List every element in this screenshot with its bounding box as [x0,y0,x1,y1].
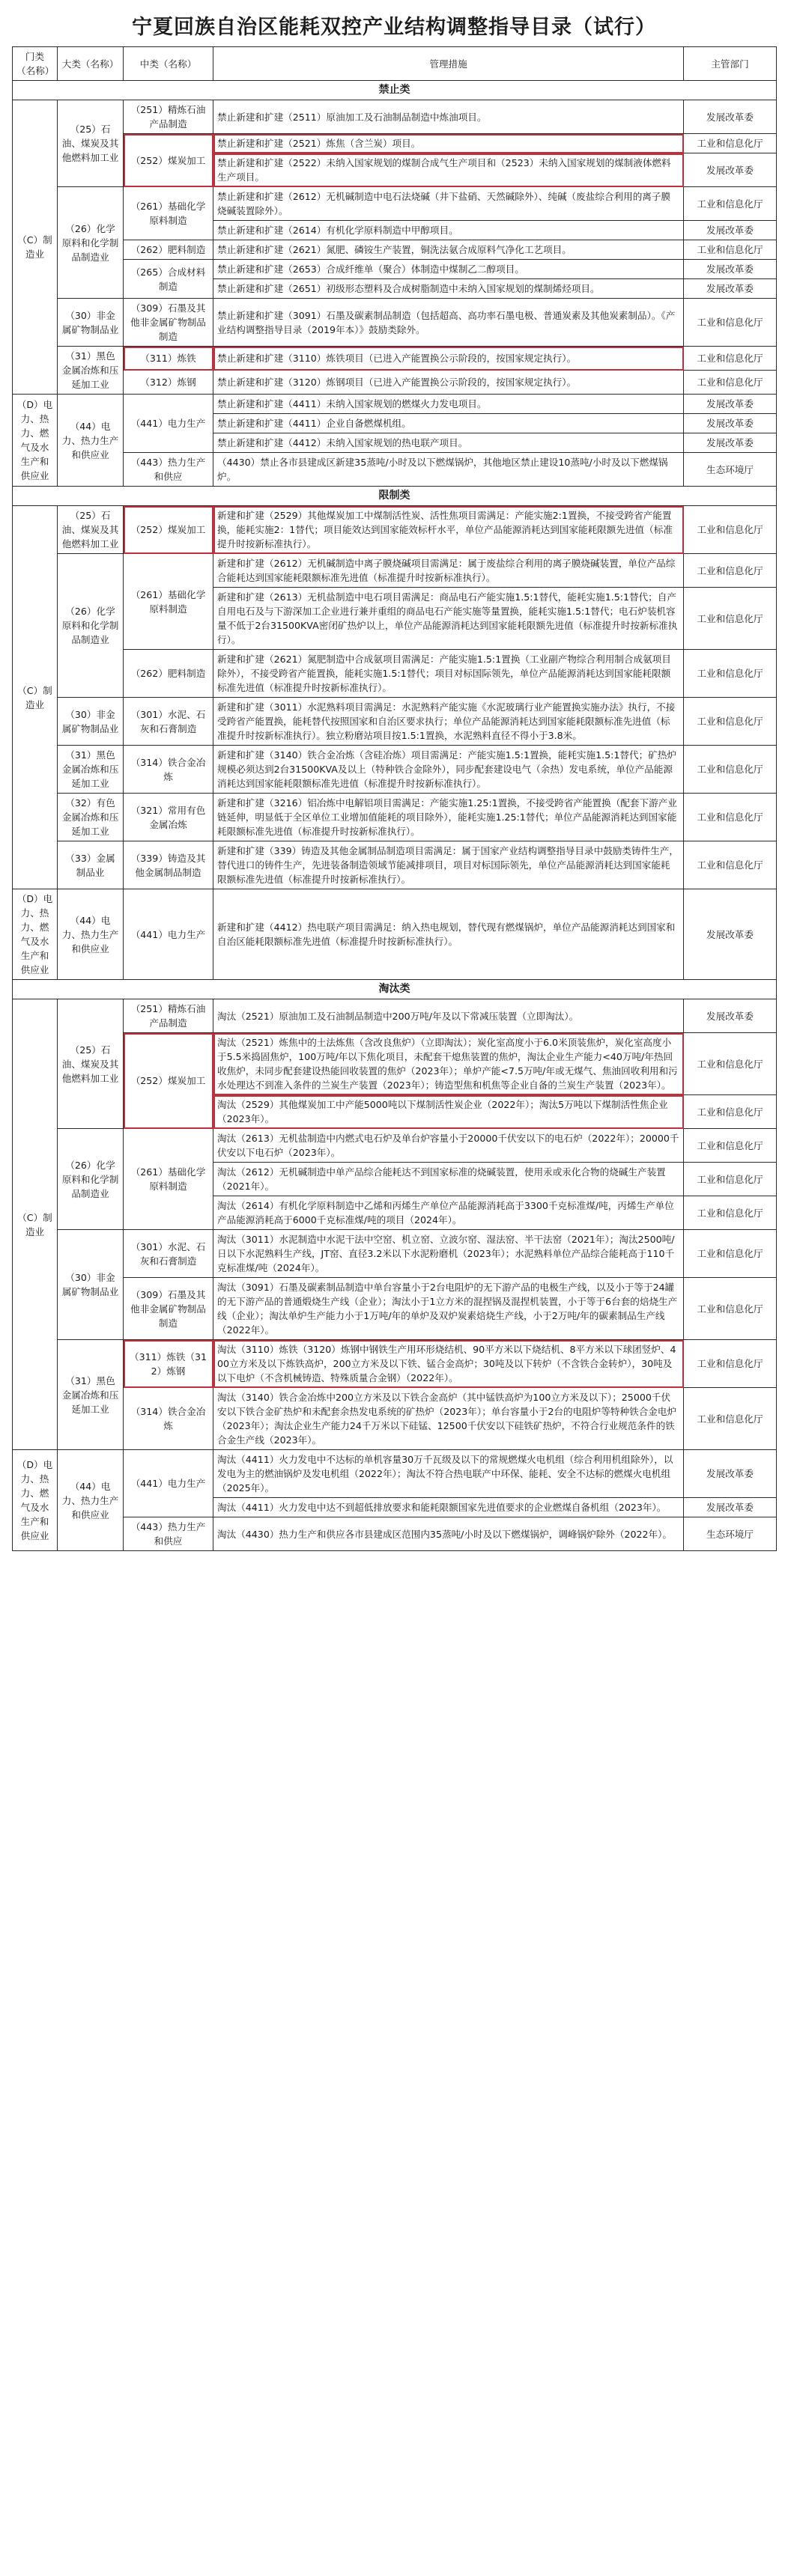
measure-cell: 淘汰（4411）火力发电中不达标的单机容量30万千瓦级及以下的常规燃煤火电机组（综合利用机组除外），以发电为主的燃油锅炉及发电机组（2022年）；淘汰不符合热电联产中环保、能耗、安全不达标的燃煤火电机组（2025年）。 [213,1450,684,1498]
major-class-cell: （26）化学原料和化学制品制造业 [58,1129,124,1230]
measure-cell: 淘汰（2613）无机盐制造中内燃式电石炉及单台炉容量小于20000千伏安以下的电石炉（2022年）；20000千伏安以下电石炉（2023年）。 [213,1129,684,1163]
department-cell: 生态环境厅 [684,453,777,487]
measure-cell: 新建和扩建（339）铸造及其他金属制品制造项目需满足：属于国家产业结构调整指导目录中鼓励类铸件生产，替代进口的铸件生产，先进装备制造领域节能减排项目，项目对标国际领先，单位产品能源消耗达到国家能耗限额标准先进值（标准提升时按新标准执行）。 [213,841,684,889]
middle-class-cell: （261）基础化学原料制造 [124,554,213,650]
measure-cell: 淘汰（2614）有机化学原料制造中乙烯和丙烯生产单位产品能源消耗高于3300千克标准煤/吨，丙烯生产单位产品能源消耗高于6000千克标准煤/吨的项目（2024年）。 [213,1196,684,1230]
department-cell: 工业和信息化厅 [684,134,777,153]
measure-cell: 禁止新建和扩建（2621）氮肥、磷铵生产装置，铜洗法氨合成原料气净化工艺项目。 [213,240,684,260]
measure-cell: 禁止新建和扩建（2653）合成纤维单（聚合）体制造中煤制乙二醇项目。 [213,260,684,279]
department-cell: 工业和信息化厅 [684,187,777,221]
table-body [13,81,777,1551]
middle-class-cell: （252）煤炭加工 [124,134,213,187]
measure-cell: 淘汰（2521）炼焦中的土法炼焦（含改良焦炉）（立即淘汰）；炭化室高度小于6.0米顶装焦炉，炭化室高度小于5.5米捣固焦炉，100万吨/年以下焦化项目，未配套干熄焦装置的焦炉，淘汰企业生产能力<40万吨/年热回收焦炉，未同步配套建设热能回收装置的焦炉（2023年）；单炉产能<7.5万吨/年或无煤气、焦油回收利用和污水处理达不到准入条件的兰炭生产装置（2023年）；铸造型焦和机焦等企业自备的兰炭生产装置（2023年）。 [213,1033,684,1095]
department-cell: 工业和信息化厅 [684,1388,777,1450]
measure-cell: 新建和扩建（2529）其他煤炭加工中煤制活性炭、活性焦项目需满足：产能实施2:1置换，不接受跨省产能置换，能耗实施2：1替代；项目能效达到国家能效标杆水平，单位产品能源消耗达到国家能耗限额先进值（标准提升时按新标准执行）。 [213,506,684,554]
measure-cell: 淘汰（3110）炼铁（3120）炼钢中钢铁生产用环形烧结机、90平方米以下烧结机、8平方米以下球团竖炉、400立方米及以下炼铁高炉，200立方米及以下铁、锰合金高炉；30吨及以下转炉（不含铁合金转炉），30吨及以下电炉（不含机械铸造、特殊质量合金钢）（2022年）。 [213,1340,684,1388]
department-cell: 发展改革委 [684,221,777,240]
middle-class-cell: （261）基础化学原料制造 [124,187,213,240]
major-class-cell: （25）石油、煤炭及其他燃料加工业 [58,506,124,554]
department-cell: 工业和信息化厅 [684,1163,777,1196]
department-cell: 发展改革委 [684,999,777,1033]
measure-cell: 淘汰（4411）火力发电中达不到超低排放要求和能耗限额国家先进值要求的企业燃煤自备机组（2023年）。 [213,1498,684,1517]
department-cell: 工业和信息化厅 [684,299,777,347]
major-class-cell: （26）化学原料和化学制品制造业 [58,187,124,299]
middle-class-cell: （314）铁合金冶炼 [124,1388,213,1450]
department-cell: 工业和信息化厅 [684,1278,777,1340]
department-cell: 工业和信息化厅 [684,588,777,650]
measure-cell: 淘汰（2529）其他煤炭加工中产能5000吨以下煤制活性炭企业（2022年）；淘汰5万吨以下煤制活性焦企业（2023年）。 [213,1095,684,1129]
category-cell: （C）制造业 [13,100,58,395]
section-title: 限制类 [13,487,777,506]
department-cell: 工业和信息化厅 [684,841,777,889]
department-cell: 工业和信息化厅 [684,1196,777,1230]
middle-class-cell: （252）煤炭加工 [124,506,213,554]
measure-cell: 禁止新建和扩建（3110）炼铁项目（已进入产能置换公示阶段的，按国家规定执行）。 [213,347,684,371]
table-row [13,1340,777,1388]
major-class-cell: （31）黑色金属冶炼和压延加工业 [58,347,124,395]
category-cell: （C）制造业 [13,999,58,1450]
department-cell: 发展改革委 [684,414,777,433]
department-cell: 工业和信息化厅 [684,1095,777,1129]
section-title: 禁止类 [13,81,777,100]
major-class-cell: （44）电力、热力生产和供应业 [58,1450,124,1551]
table-row [13,650,777,698]
table-row [13,134,777,153]
measure-cell: 新建和扩建（2612）无机碱制造中离子膜烧碱项目需满足：属于废盐综合利用的离子膜烧碱装置，单位产品综合能耗达到国家能耗限额标准先进值（标准提升时按新标准执行）。 [213,554,684,588]
department-cell: 工业和信息化厅 [684,347,777,371]
measure-cell: 禁止新建和扩建（4411）企业自备燃煤机组。 [213,414,684,433]
table-row [13,1230,777,1278]
measure-cell: 禁止新建和扩建（3120）炼钢项目（已进入产能置换公示阶段的，按国家规定执行）。 [213,371,684,395]
department-cell: 发展改革委 [684,1450,777,1498]
department-cell: 发展改革委 [684,395,777,414]
middle-class-cell: （301）水泥、石灰和石膏制造 [124,1230,213,1278]
category-cell: （D）电力、热力、燃气及水生产和供应业 [13,395,58,487]
middle-class-cell: （261）基础化学原料制造 [124,1129,213,1230]
middle-class-cell: （441）电力生产 [124,395,213,453]
measure-cell: 禁止新建和扩建（2614）有机化学原料制造中甲醇项目。 [213,221,684,240]
header-category: 门类（名称） [13,47,58,81]
department-cell: 工业和信息化厅 [684,1033,777,1095]
header-major-class: 大类（名称） [58,47,124,81]
category-cell: （D）电力、热力、燃气及水生产和供应业 [13,1450,58,1551]
middle-class-cell: （339）铸造及其他金属制品制造 [124,841,213,889]
document-title: 宁夏回族自治区能耗双控产业结构调整指导目录（试行） [132,16,656,39]
department-cell: 生态环境厅 [684,1517,777,1551]
major-class-cell: （25）石油、煤炭及其他燃料加工业 [58,100,124,187]
department-cell: 发展改革委 [684,889,777,980]
department-cell: 发展改革委 [684,260,777,279]
middle-class-cell: （309）石墨及其他非金属矿物制品制造 [124,299,213,347]
middle-class-cell: （312）炼钢 [124,371,213,395]
major-class-cell: （44）电力、热力生产和供应业 [58,889,124,980]
department-cell: 工业和信息化厅 [684,1129,777,1163]
measure-cell: 禁止新建和扩建（2522）未纳入国家规划的煤制合成气生产项目和（2523）未纳入国家规划的煤制液体燃料生产项目。 [213,153,684,187]
section-title: 淘汰类 [13,980,777,999]
table-row [13,347,777,371]
table-row [13,1129,777,1163]
measure-cell: 新建和扩建（3011）水泥熟料项目需满足：水泥熟料产能实施《水泥玻璃行业产能置换实施办法》执行，不接受跨省产能置换，能耗替代按照国家和自治区要求执行；单位产品能源消耗达到国家能耗限额标准先进值（标准提升时按新标准执行）。独立粉磨站项目按1.5:1置换，水泥熟料直径不得小于3.8米。 [213,698,684,746]
department-cell: 工业和信息化厅 [684,650,777,698]
measure-cell: 新建和扩建（3140）铁合金冶炼（含硅冶炼）项目需满足：产能实施1.5:1置换，能耗实施1.5:1替代；矿热炉规模必须达到2台31500KVA及以上（特种铁合金除外），同步配套建设电气（余热）发电系统，单位产品能源消耗达到国家能耗限额标准先进值（标准提升时按新标准执行）。 [213,746,684,794]
measure-cell: 禁止新建和扩建（2511）原油加工及石油制品制造中炼油项目。 [213,100,684,134]
middle-class-cell: （311）炼铁（312）炼钢 [124,1340,213,1388]
middle-class-cell: （311）炼铁 [124,347,213,371]
middle-class-cell: （441）电力生产 [124,1450,213,1517]
middle-class-cell: （265）合成材料制造 [124,260,213,299]
measure-cell: 禁止新建和扩建（4411）未纳入国家规划的燃煤火力发电项目。 [213,395,684,414]
middle-class-cell: （441）电力生产 [124,889,213,980]
major-class-cell: （44）电力、热力生产和供应业 [58,395,124,487]
major-class-cell: （30）非金属矿物制品业 [58,1230,124,1340]
middle-class-cell: （252）煤炭加工 [124,1033,213,1129]
major-class-cell: （26）化学原料和化学制品制造业 [58,554,124,698]
measure-cell: 新建和扩建（3216）铝冶炼中电解铝项目需满足：产能实施1.25:1置换，不接受跨省产能置换（配套下游产业链延伸，明显低于全区单位工业增加值能耗的项目除外），能耗实施1.25:1替代；单位产品能源消耗达到国家能耗限额标准先进值（标准提升时按新标准执行）。 [213,794,684,841]
table-row [13,841,777,889]
major-class-cell: （31）黑色金属冶炼和压延加工业 [58,746,124,794]
table-row [13,1033,777,1095]
middle-class-cell: （262）肥料制造 [124,650,213,698]
category-cell: （C）制造业 [13,506,58,889]
department-cell: 发展改革委 [684,1498,777,1517]
table-row [13,1388,777,1450]
table-row [13,746,777,794]
table-row [13,395,777,414]
section-header-row [13,81,777,100]
department-cell: 工业和信息化厅 [684,506,777,554]
table-row [13,506,777,554]
middle-class-cell: （251）精炼石油产品制造 [124,999,213,1033]
table-row [13,260,777,279]
table-row [13,698,777,746]
middle-class-cell: （314）铁合金冶炼 [124,746,213,794]
table-row [13,794,777,841]
department-cell: 发展改革委 [684,433,777,453]
measure-cell: 禁止新建和扩建（3091）石墨及碳素制品制造（包括超高、高功率石墨电极、普通炭素及其他炭素制品）。《产业结构调整指导目录（2019年本）》鼓励类除外。 [213,299,684,347]
department-cell: 工业和信息化厅 [684,1340,777,1388]
measure-cell: 淘汰（3140）铁合金冶炼中200立方米及以下铁合金高炉（其中锰铁高炉为100立方米及以下）；25000千伏安以下铁合金矿热炉和未配套余热发电系统的矿热炉（2023年）；单台容量小于2台的电阻炉等特种铁合金电炉（2023年）；淘汰企业生产能力24千万米以下硅锰、12500千伏安以下硅铁矿热炉，不符合行业规范条件的铁合金生产线（2023年）。 [213,1388,684,1450]
table-row [13,1517,777,1551]
department-cell: 工业和信息化厅 [684,371,777,395]
department-cell: 工业和信息化厅 [684,1230,777,1278]
measure-cell: 禁止新建和扩建（2612）无机碱制造中电石法烧碱（井下盐硝、天然碱除外）、纯碱（废盐综合利用的离子膜烧碱装置除外）。 [213,187,684,221]
measure-cell: 新建和扩建（2621）氮肥制造中合成氨项目需满足：产能实施1.5:1置换（工业副产物综合利用制合成氨项目除外），不接受跨省产能置换，能耗实施1.5:1替代；项目对标国际领先，单位产品能源消耗达到国家能耗限额标准先进值（标准提升时按新标准执行）。 [213,650,684,698]
middle-class-cell: （321）常用有色金属冶炼 [124,794,213,841]
major-class-cell: （33）金属制品业 [58,841,124,889]
measure-cell: 禁止新建和扩建（2651）初级形态塑料及合成树脂制造中未纳入国家规划的煤制烯烃项目。 [213,279,684,299]
table-row [13,554,777,588]
department-cell: 发展改革委 [684,100,777,134]
table-row [13,299,777,347]
measure-cell: 新建和扩建（2613）无机盐制造中电石项目需满足：商品电石产能实施1.5:1替代，能耗实施1.5:1替代；自产自用电石及与下游深加工企业进行兼并重组的商品电石产能实施等量置换，能耗实施1.5:1替代；电石炉装机容量不低于2台31500KVA密闭矿热炉以上，单位产品能源消耗达到国家能耗限额先进值（标准提升时按新标准执行）。 [213,588,684,650]
middle-class-cell: （262）肥料制造 [124,240,213,260]
measure-cell: 淘汰（2612）无机碱制造中单产品综合能耗达不到国家标准的烧碱装置，使用汞或汞化合物的烧碱生产装置（2021年）。 [213,1163,684,1196]
department-cell: 工业和信息化厅 [684,554,777,588]
section-header-row [13,980,777,999]
table-row [13,187,777,221]
major-class-cell: （30）非金属矿物制品业 [58,698,124,746]
measure-cell: 淘汰（4430）热力生产和供应各市县建成区范围内35蒸吨/小时及以下燃煤锅炉，调峰锅炉除外（2022年）。 [213,1517,684,1551]
table-row [13,453,777,487]
measure-cell: 禁止新建和扩建（2521）炼焦（含兰炭）项目。 [213,134,684,153]
measure-cell: 淘汰（3011）水泥制造中水泥干法中空窑、机立窑、立波尔窑、湿法窑、半干法窑（2021年）；淘汰2500吨/日以下水泥熟料生产线，JT窑、直径3.2米以下水泥粉磨机（2023年）；水泥熟料单位产品综合能耗高于110千克标准煤/吨（2024年）。 [213,1230,684,1278]
major-class-cell: （32）有色金属冶炼和压延加工业 [58,794,124,841]
department-cell: 发展改革委 [684,153,777,187]
measure-cell: 新建和扩建（4412）热电联产项目需满足：纳入热电规划，替代现有燃煤锅炉，单位产品能源消耗达到国家和自治区能耗限额标准先进值（标准提升时按新标准执行）。 [213,889,684,980]
table-row [13,371,777,395]
department-cell: 工业和信息化厅 [684,746,777,794]
measure-cell: 禁止新建和扩建（4412）未纳入国家规划的热电联产项目。 [213,433,684,453]
catalog-table [12,46,777,1551]
table-row [13,1278,777,1340]
middle-class-cell: （301）水泥、石灰和石膏制造 [124,698,213,746]
major-class-cell: （31）黑色金属冶炼和压延加工业 [58,1340,124,1450]
header-department: 主管部门 [684,47,777,81]
department-cell: 工业和信息化厅 [684,240,777,260]
category-cell: （D）电力、热力、燃气及水生产和供应业 [13,889,58,980]
middle-class-cell: （251）精炼石油产品制造 [124,100,213,134]
middle-class-cell: （443）热力生产和供应 [124,1517,213,1551]
header-measures: 管理措施 [213,47,684,81]
section-header-row [13,487,777,506]
major-class-cell: （25）石油、煤炭及其他燃料加工业 [58,999,124,1129]
measure-cell: 淘汰（3091）石墨及碳素制品制造中单台容量小于2台电阻炉的无下游产品的电极生产线，以及小于等于24罐的无下游产品的普通煅烧生产线（企业）；淘汰小于1立方米的混捏锅及混捏机装置，小于等于6台套的焙烧生产线（企业）；淘汰单炉生产能力小于1万吨/年的单炉及双炉炭素焙烧生产线，小于2万吨/年的碳素制品生产线（2022年）。 [213,1278,684,1340]
table-row [13,1450,777,1498]
table-row [13,889,777,980]
middle-class-cell: （309）石墨及其他非金属矿物制品制造 [124,1278,213,1340]
department-cell: 工业和信息化厅 [684,698,777,746]
table-row [13,100,777,134]
department-cell: 发展改革委 [684,279,777,299]
table-row [13,999,777,1033]
header-middle-class: 中类（名称） [124,47,213,81]
measure-cell: （4430）禁止各市县建成区新建35蒸吨/小时及以下燃煤锅炉，其他地区禁止建设10蒸吨/小时及以下燃煤锅炉。 [213,453,684,487]
table-row [13,240,777,260]
middle-class-cell: （443）热力生产和供应 [124,453,213,487]
table-header-row [13,47,777,81]
department-cell: 工业和信息化厅 [684,794,777,841]
major-class-cell: （30）非金属矿物制品业 [58,299,124,347]
measure-cell: 淘汰（2521）原油加工及石油制品制造中200万吨/年及以下常减压装置（立即淘汰）。 [213,999,684,1033]
